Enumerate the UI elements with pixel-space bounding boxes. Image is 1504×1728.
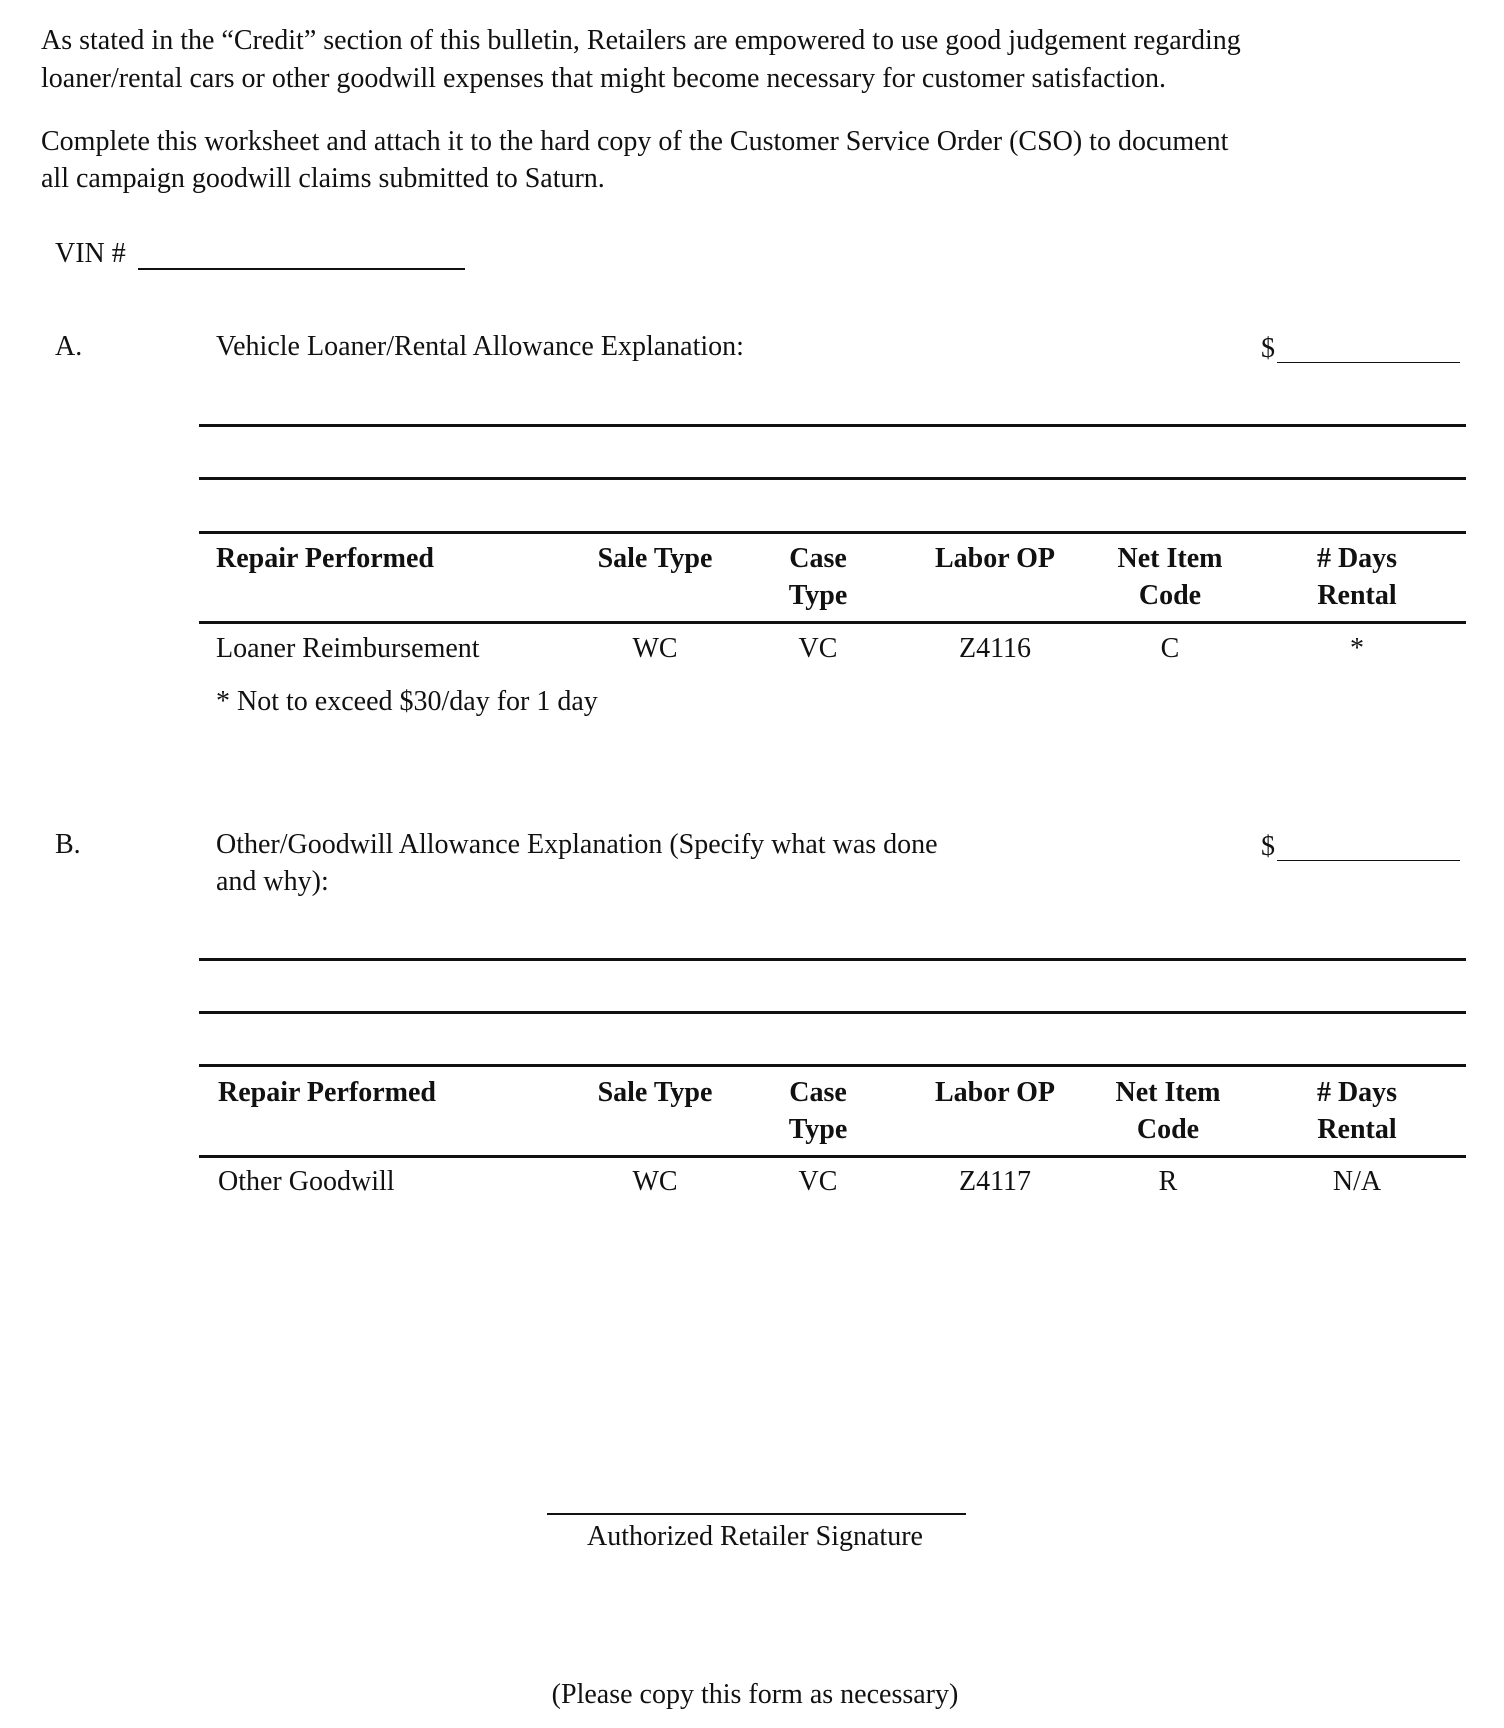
section-b-title-2: and why): — [216, 866, 329, 897]
section-a-header-sale-type: Sale Type — [597, 543, 713, 574]
section-b-header-net-item-1: Net Item — [1115, 1077, 1221, 1108]
section-b-row-case-type: VC — [798, 1166, 838, 1197]
section-a-note: * Not to exceed $30/day for 1 day — [216, 686, 598, 717]
section-b-amount-field[interactable] — [1277, 860, 1460, 861]
vin-field[interactable] — [138, 268, 465, 270]
section-b-dollar: $ — [1261, 831, 1275, 862]
section-b-header-labor-op: Labor OP — [934, 1077, 1056, 1108]
section-b-row-net-item: R — [1158, 1166, 1178, 1197]
section-a-amount-field[interactable] — [1277, 362, 1460, 363]
section-a-header-rule — [199, 621, 1466, 624]
section-a-dollar: $ — [1261, 333, 1275, 364]
section-a-table-top-rule — [199, 531, 1466, 534]
section-b-row-repair: Other Goodwill — [218, 1166, 395, 1197]
section-a-header-days-1: # Days — [1316, 543, 1398, 574]
footer-note: (Please copy this form as necessary) — [551, 1679, 959, 1710]
section-a-title: Vehicle Loaner/Rental Allowance Explanation: — [216, 331, 744, 362]
section-a-header-case-2: Type — [788, 580, 848, 611]
section-b-row-labor-op: Z4117 — [958, 1166, 1032, 1197]
section-a-row-labor-op: Z4116 — [958, 633, 1032, 664]
section-b-header-case-1: Case — [789, 1077, 847, 1108]
section-a-header-net-item-1: Net Item — [1117, 543, 1223, 574]
section-a-explanation-line-2[interactable] — [199, 477, 1466, 480]
signature-line[interactable] — [547, 1513, 966, 1515]
section-b-title-1: Other/Goodwill Allowance Explanation (Specify what was done — [216, 829, 938, 860]
section-a-row-sale-type: WC — [632, 633, 678, 664]
section-b-letter: B. — [55, 829, 81, 860]
intro-line-4: all campaign goodwill claims submitted to Saturn. — [41, 163, 605, 194]
section-b-row-sale-type: WC — [632, 1166, 678, 1197]
section-a-row-repair: Loaner Reimbursement — [216, 633, 480, 664]
vin-label: VIN # — [55, 238, 126, 269]
section-a-explanation-line-1[interactable] — [199, 424, 1466, 427]
intro-line-3: Complete this worksheet and attach it to the hard copy of the Customer Service Order (CSO) to document — [41, 126, 1229, 157]
section-b-header-days-1: # Days — [1316, 1077, 1398, 1108]
section-a-header-labor-op: Labor OP — [934, 543, 1056, 574]
signature-label: Authorized Retailer Signature — [587, 1521, 923, 1552]
section-a-letter: A. — [55, 331, 83, 362]
section-a-header-days-2: Rental — [1317, 580, 1397, 611]
section-a-row-net-item: C — [1160, 633, 1180, 664]
section-b-header-sale-type: Sale Type — [597, 1077, 713, 1108]
section-b-header-rule — [199, 1155, 1466, 1158]
section-b-header-days-2: Rental — [1317, 1114, 1397, 1145]
section-a-row-days: * — [1350, 633, 1364, 664]
intro-line-1: As stated in the “Credit” section of this bulletin, Retailers are empowered to use good judgement regarding — [41, 25, 1241, 56]
section-b-row-days: N/A — [1332, 1166, 1382, 1197]
section-b-explanation-line-1[interactable] — [199, 958, 1466, 961]
section-b-table-top-rule — [199, 1064, 1466, 1067]
section-a-header-repair: Repair Performed — [216, 543, 434, 574]
section-a-header-case-1: Case — [789, 543, 847, 574]
intro-line-2: loaner/rental cars or other goodwill expenses that might become necessary for customer satisfaction. — [41, 63, 1167, 94]
section-b-header-net-item-2: Code — [1136, 1114, 1200, 1145]
section-a-row-case-type: VC — [798, 633, 838, 664]
section-b-header-case-2: Type — [788, 1114, 848, 1145]
section-b-header-repair: Repair Performed — [218, 1077, 436, 1108]
section-b-explanation-line-2[interactable] — [199, 1011, 1466, 1014]
section-a-header-net-item-2: Code — [1138, 580, 1202, 611]
